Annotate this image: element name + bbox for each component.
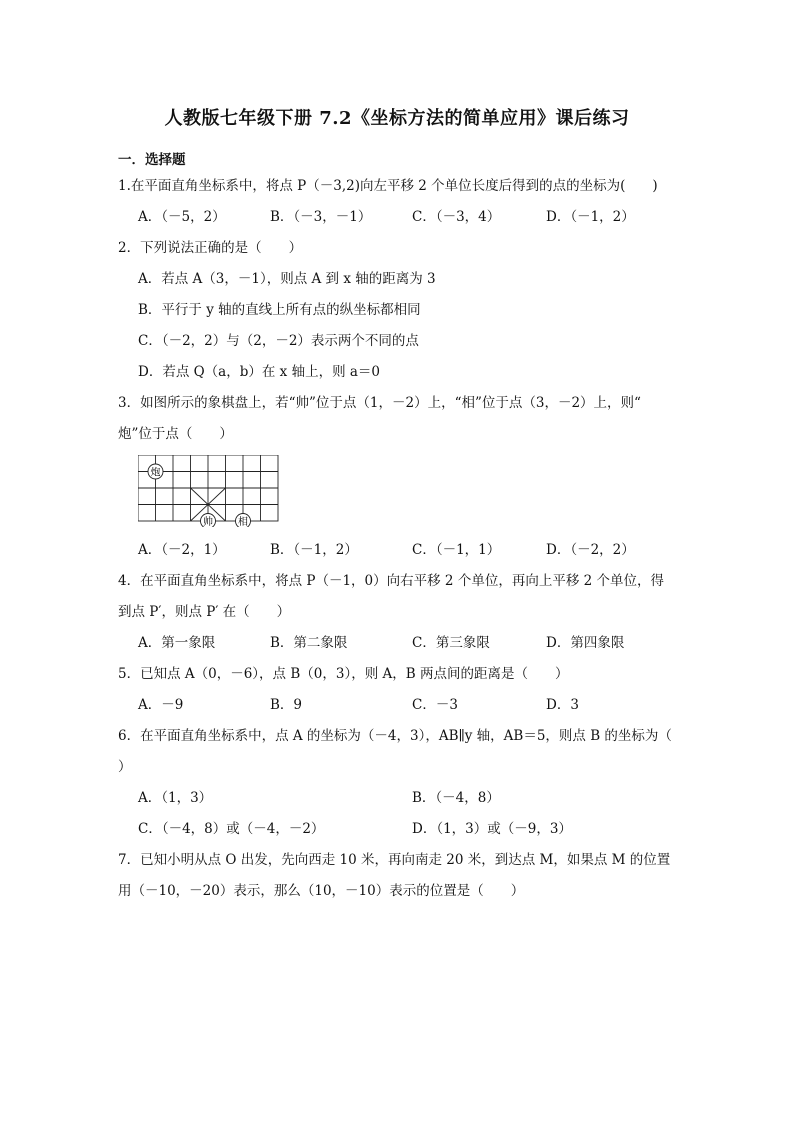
option-d: D．（－2，2） — [546, 542, 635, 558]
question-2-option-d: D．若点 Q（a，b）在 x 轴上，则 a＝0 — [138, 364, 380, 380]
option-d: D．（－1，2） — [546, 209, 635, 225]
option-c: C．第三象限 — [412, 635, 490, 651]
option-c: C．－3 — [412, 697, 458, 713]
option-d: D．3 — [546, 697, 579, 713]
option-d: D．（1，3）或（－9，3） — [412, 821, 572, 837]
question-7-stem-line2: 用（－10，－20）表示，那么（10，－10）表示的位置是（ ） — [118, 883, 525, 899]
option-a: A．－9 — [138, 697, 184, 713]
question-3-stem-line2: 炮”位于点（ ） — [118, 426, 233, 442]
question-2-stem: 2．下列说法正确的是（ ） — [118, 240, 303, 256]
question-5-stem: 5．已知点 A（0，－6），点 B（0，3），则 A，B 两点间的距离是（ ） — [118, 666, 569, 682]
piece-shuai-label: 帅 — [203, 517, 213, 527]
option-a: A．（1，3） — [138, 790, 213, 806]
option-a: A．（－5，2） — [138, 209, 226, 225]
question-2-option-b: B．平行于 y 轴的直线上所有点的纵坐标都相同 — [138, 302, 421, 318]
option-d: D．第四象限 — [546, 635, 625, 651]
question-6-stem-line2: ） — [118, 759, 132, 775]
piece-xiang — [236, 514, 251, 528]
question-1-stem: 1.在平面直角坐标系中，将点 P（－3,2)向左平移 2 个单位长度后得到的点的坐标为( ) — [118, 178, 658, 194]
question-4-stem-line2: 到点 P′，则点 P′ 在（ ） — [118, 604, 291, 620]
option-b: B．（－3，－1） — [270, 209, 372, 225]
question-4-stem-line1: 4．在平面直角坐标系中，将点 P（－1，0）向右平移 2 个单位，再向上平移 2 个单位，得 — [118, 573, 664, 589]
question-2-option-c: C．（－2，2）与（2，－2）表示两个不同的点 — [138, 333, 419, 349]
chess-board-figure — [138, 455, 282, 527]
question-7-stem-line1: 7．已知小明从点 O 出发，先向西走 10 米，再向南走 20 米，到达点 M，如果点 M 的位置 — [118, 852, 671, 868]
option-c: C．（－1，1） — [412, 542, 501, 558]
question-2-option-a: A．若点 A（3，－1），则点 A 到 x 轴的距离为 3 — [138, 271, 436, 287]
option-b: B．（－1，2） — [270, 542, 358, 558]
piece-xiang-label: 相 — [238, 517, 248, 527]
page-title: 人教版七年级下册 7.2《坐标方法的简单应用》课后练习 — [164, 108, 630, 129]
question-3-stem-line1: 3．如图所示的象棋盘上，若“帅”位于点（1，－2）上，“相”位于点（3，－2）上，则“ — [118, 395, 641, 411]
piece-pao — [148, 464, 163, 479]
option-c: C．（－3，4） — [412, 209, 501, 225]
option-a: A．第一象限 — [138, 635, 216, 651]
piece-pao-label: 炮 — [150, 467, 161, 479]
option-c: C．（－4，8）或（－4，－2） — [138, 821, 325, 837]
question-6-stem-line1: 6．在平面直角坐标系中，点 A 的坐标为（－4，3），AB∥y 轴，AB＝5，则点 B 的坐标为（ — [118, 728, 672, 744]
section-heading: 一．选择题 — [118, 152, 186, 168]
option-b: B．第二象限 — [270, 635, 348, 651]
option-b: B．9 — [270, 697, 303, 713]
option-b: B．（－4，8） — [412, 790, 500, 806]
piece-shuai — [201, 514, 216, 528]
option-a: A．（－2，1） — [138, 542, 226, 558]
